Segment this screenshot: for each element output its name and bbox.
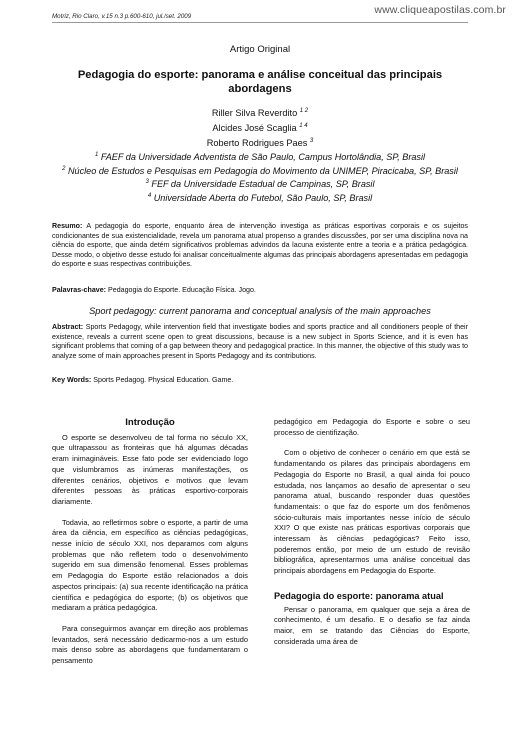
- abstract-label: Abstract:: [52, 323, 84, 331]
- article-title: Pedagogia do esporte: panorama e análise conceitual das principais abordagens: [77, 69, 443, 95]
- affiliation-3: [52, 177, 468, 191]
- affiliation-1: [52, 150, 468, 164]
- affiliation-mark: 3: [145, 179, 149, 186]
- key-words-label: Key Words:: [52, 376, 92, 384]
- palavras-chave-text: Pedagogia do Esporte. Educação Física. Jogo.: [108, 286, 256, 294]
- author-list: [0, 105, 520, 150]
- body-paragraph: Todavia, ao refletirmos sobre o esporte, a partir de uma área da ciência, em específico as ciências pedagógicas, nesse início de século XXI, nos deparamos com alguns problemas que não refletem todo o desenvolvimento sugerido em sua dimensão fenomenal. Esses problemas em Pedagogia do Esporte estão relacionados a dois aspectos principais: (a) sua recente identificação na prática científica e pedagógica do esporte; (b) os objetivos que mediaram a prática pedagógica.: [52, 517, 248, 613]
- body-paragraph: Com o objetivo de conhecer o cenário em que está se fundamentando os pilares das principais abordagens em Pedagogia do Esporte no Brasil, a qual ainda foi pouco estudada, nos lançamos ao desafio de apresentar o seu panorama atual, buscando responder duas questões fundamentais: o que faz do esporte um dos fenômenos sócio-culturais mais importantes nesse início de século XXI? O que existe nas práticas esportivas corporais que interessam às ciências pedagógicas? Feito isso, poderemos então, por meio de um estudo de revisão bibliográfica, apresentarmos uma análise conceitual das principais abordagens em Pedagogia do Esporte.: [274, 448, 470, 576]
- palavras-chave-line: [52, 286, 468, 296]
- author-marks: 3: [309, 138, 314, 145]
- section-heading-panorama: Pedagogia do esporte: panorama atual: [274, 590, 444, 601]
- article-type-label: Artigo Original: [229, 44, 291, 55]
- author-marks: 1 4: [299, 123, 308, 130]
- author-name: Alcides José Scaglia: [212, 123, 297, 134]
- palavras-chave-label: Palavras-chave:: [52, 286, 107, 294]
- right-column: [274, 417, 470, 657]
- affiliation-mark: 2: [62, 165, 66, 172]
- abstract-paragraph: [52, 323, 468, 361]
- key-words-text: Sports Pedagog. Physical Education. Game.: [93, 376, 234, 384]
- site-watermark-url[interactable]: www.cliqueapostilas.com.br: [374, 4, 506, 16]
- affiliation-2: [52, 164, 468, 178]
- author-3: [0, 135, 520, 150]
- body-paragraph: Para conseguirmos avançar em direção aos problemas levantados, será necessário dedicarmo-nos a um estudo mais denso sobre as abordagens que fundamentaram o pensamento: [52, 623, 248, 666]
- resumo-paragraph: [52, 222, 468, 270]
- author-name: Riller Silva Reverdito: [211, 108, 298, 119]
- header-divider: [52, 22, 468, 23]
- abstract-text: Sports Pedagogy, while intervention field that investigate bodies and sports practice and all conditioners people of their existence, reveals a current scene open to great discussions, because is a new subject in Sports Science, and it is even has significant problems that coming of a gap between theory and pedagogical practice. In this manner, the objective of this study was to analyze some of main approaches present in Sports Pedagogy and its contributions.: [52, 323, 468, 360]
- affiliation-4: [52, 191, 468, 205]
- affiliation-list: [52, 150, 468, 204]
- author-name: Roberto Rodrigues Paes: [206, 138, 308, 149]
- affiliation-mark: 4: [147, 192, 152, 199]
- affiliation-text: Universidade Aberta do Futebol, São Paulo, SP, Brasil: [153, 192, 373, 203]
- affiliation-text: FAEF da Universidade Adventista de São Paulo, Campus Hortolândia, SP, Brasil: [100, 152, 426, 163]
- affiliation-text: FEF da Universidade Estadual de Campinas, SP, Brasil: [151, 179, 375, 190]
- author-2: [0, 120, 520, 135]
- key-words-line: [52, 376, 468, 386]
- section-heading-introducao: Introdução: [125, 417, 175, 428]
- affiliation-text: Núcleo de Estudos e Pesquisas em Pedagogia do Movimento da UNIMEP, Piracicaba, SP, Brasil: [67, 165, 458, 176]
- english-title: Sport pedagogy: current panorama and conceptual analysis of the main approaches: [89, 306, 431, 316]
- left-column: [52, 418, 248, 677]
- author-marks: 1 2: [299, 108, 309, 114]
- affiliation-mark: 1: [94, 152, 99, 158]
- journal-reference: Motriz, Rio Claro, v.15 n.3 p.600-610, jul./set. 2009: [52, 13, 192, 20]
- resumo-label: Resumo:: [52, 222, 83, 230]
- resumo-text: A pedagogia do esporte, enquanto área de intervenção investiga as práticas esportivas corporais e os sujeitos condicionantes de sua existencialidade, revela um panorama atual propenso a grandes discussões, por ser uma disciplina nova na ciência do esporte, que ainda detém significativos problemas advindos da lacuna existente entre a teoria e a prática pedagógica. Desse modo, o objetivo desse estudo foi analisar conceitualmente algumas das principais abordagens apresentadas em pedagogia do esporte e suas respectivas contribuições.: [52, 222, 468, 269]
- body-paragraph: Pensar o panorama, em qualquer que seja a área de conhecimento, é um desafio. E o desafio se faz ainda maior, em se tratando das Ciências do Esporte, considerada uma área de: [274, 604, 470, 646]
- body-paragraph: O esporte se desenvolveu de tal forma no século XX, que ultrapassou as fronteiras que há algumas décadas eram inimagináveis. Esse fato pode ser evidenciado logo que vislumbramos as inúmeras manifestações, os diferentes cenários, objetivos e motivos que levam diferentes pessoas às práticas esportivo-corporais diariamente.: [52, 432, 248, 506]
- body-paragraph: pedagógico em Pedagogia do Esporte e sobre o seu processo de cientifização.: [274, 417, 470, 437]
- author-1: [0, 105, 520, 120]
